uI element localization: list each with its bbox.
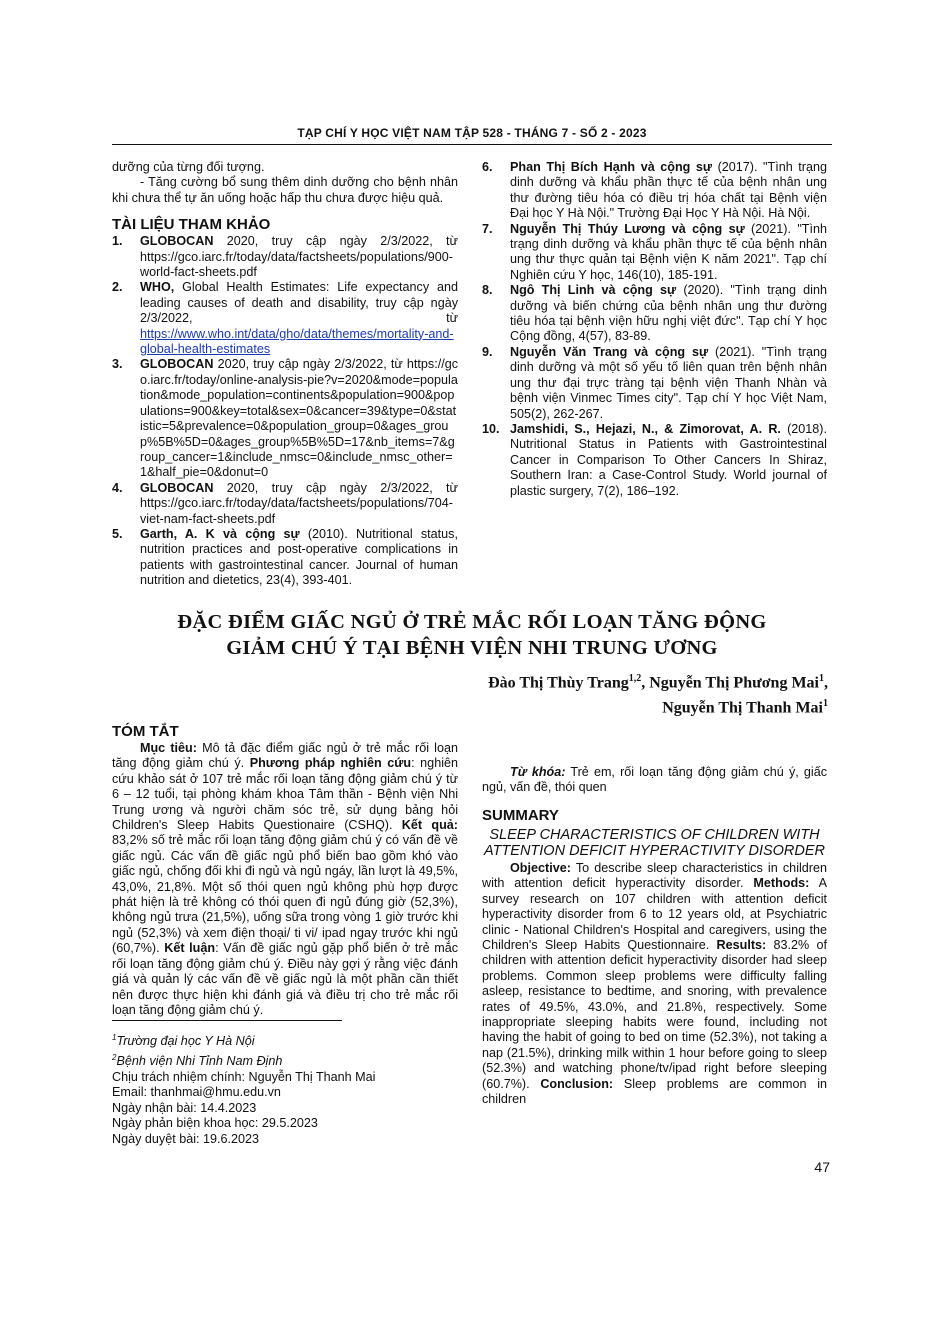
reference-text: 2020, truy cập ngày 2/3/2022, từ https://gco.iarc.fr/today/online-analysis-pie?v=2020&mode=population&mode_population=continents&population=900&populations=900&key=total&sex=0&cancer=39&type=0&statistic=5&prevalence=0&population_group=0&ages_group%5B%5D=0&ages_group%5B%5D=17&nb_items=7&group_cancer=1&include_nmsc=0&include_nmsc_other=1&half_pie=0&donut=0	[140, 357, 458, 480]
affiliation-number: 2	[112, 1052, 117, 1062]
objective-label: Objective:	[510, 861, 571, 875]
reference-list-right	[482, 160, 827, 499]
methods-label: Phương pháp nghiên cứu	[249, 756, 412, 771]
author-affiliation: 1	[823, 698, 828, 710]
reference-number: 8.	[482, 283, 493, 298]
reference-item	[482, 345, 827, 422]
reference-number: 6.	[482, 160, 493, 174]
author-line	[112, 693, 828, 718]
results-text: 83.2% of children with attention deficit hyperactivity disorder had sleep problems. Common sleep problems were difficulty falling asleep, resistance to bedtime, and snoring, with prevalence rates of 49.5%, 43.0%, and 21.8%, respectively. Some inappropriate sleeping habits were found, including not having the habit of going to bed on time (52.3%), not taking a nap (21.5%), drinking milk within 1 hour before going to sleep (52.3%) and watching phone/tv/ipad right before sleeping (60.7%).	[482, 938, 827, 1091]
affiliation-text: Bệnh viện Nhi Tỉnh Nam Định	[116, 1053, 283, 1068]
reference-text: (2020). "Tình trạng dinh dưỡng và biến chứng của bệnh nhân ung thư đường tiêu hóa tại bệnh viện hữu nghị việt đức". Tạp chí Y học Cộng đồng, 4(57), 83-89.	[510, 283, 827, 344]
methods-text: A survey research on 107 children with attention deficit hyperactivity disorder from 6 to 12 years old, at Psychiatric clinic - National Children's Hospital and caregivers, using the Children's Sleep Habits Questionnaire.	[482, 876, 827, 953]
reference-text: (2021). "Tình trạng dinh dưỡng và một số yếu tố liên quan trên bệnh nhân ung thư đại trực tràng tại bệnh viện Thanh Nhàn và bệnh viện Vinmec Times city". Tạp chí Y học Việt Nam, 505(2), 262-267.	[510, 344, 828, 421]
summary-body	[482, 861, 827, 1108]
summary-heading: SUMMARY	[482, 807, 559, 824]
reference-link[interactable]: https://www.who.int/data/gho/data/themes/mortality-and-global-health-estimates	[140, 326, 454, 357]
reference-author: WHO,	[140, 280, 175, 295]
methods-label: Methods:	[753, 876, 810, 891]
reference-item	[482, 160, 827, 222]
reference-number: 2.	[112, 280, 123, 295]
reference-text: 2020, truy cập ngày 2/3/2022, từ https://gco.iarc.fr/today/data/factsheets/populations/900-world-fact-sheets.pdf	[140, 234, 458, 280]
closing-paragraph: dưỡng của từng đối tượng.	[112, 160, 265, 174]
reference-text: (2021). "Tình trạng dinh dưỡng và khẩu phần thực tế của bệnh nhân ung thư thực quản tại Bệnh viện K năm 2021". Tạp chí Nghiên cứu Y học, 146(10), 185-191.	[510, 221, 827, 282]
conclusion-label: Kết luận	[164, 941, 216, 956]
keywords	[482, 765, 827, 796]
article-title-line: ĐẶC ĐIỂM GIẤC NGỦ Ở TRẺ MẮC RỐI LOẠN TĂNG ĐỘNG	[177, 611, 767, 633]
reviewed-date: Ngày phản biện khoa học: 29.5.2023	[112, 1116, 318, 1131]
corresponding-author: Chịu trách nhiệm chính: Nguyễn Thị Thanh Mai	[112, 1069, 376, 1084]
reference-item	[482, 283, 827, 345]
article-title-line: GIẢM CHÚ Ý TẠI BỆNH VIỆN NHI TRUNG ƯƠNG	[226, 637, 718, 659]
running-header: TẠP CHÍ Y HỌC VIỆT NAM TẬP 528 - THÁNG 7 - SỐ 2 - 2023	[297, 126, 647, 140]
affiliation-1	[112, 1030, 458, 1050]
reference-item	[112, 234, 458, 280]
reference-author: GLOBOCAN	[140, 480, 214, 495]
reference-author: Garth, A. K và cộng sự	[140, 526, 300, 541]
reference-number: 1.	[112, 234, 123, 249]
summary-title: SLEEP CHARACTERISTICS OF CHILDREN WITH ATTENTION DEFICIT HYPERACTIVITY DISORDER	[483, 827, 826, 859]
reference-number: 9.	[482, 344, 493, 359]
author-name: Nguyễn Thị Thanh Mai	[662, 699, 823, 717]
author-list	[112, 668, 828, 719]
author-affiliation: 1	[819, 673, 824, 684]
reference-author: Nguyễn Thị Thúy Lương và cộng sự	[510, 221, 745, 236]
header-rule	[112, 144, 832, 145]
conclusion-label: Conclusion:	[540, 1076, 614, 1091]
abstract-vi	[112, 722, 458, 1018]
results-label: Results:	[716, 938, 767, 953]
reference-author: Jamshidi, S., Hejazi, N., & Zimorovat, A. R.	[510, 421, 781, 436]
reference-item	[482, 422, 827, 499]
footnotes	[112, 1030, 458, 1148]
author-name: Đào Thị Thùy Trang	[488, 674, 629, 692]
objective-text: To describe sleep characteristics in children with attention deficit hyperactivity disorder.	[482, 861, 827, 891]
reference-text: 2020, truy cập ngày 2/3/2022, từ https://gco.iarc.fr/today/data/factsheets/populations/704-viet-nam-fact-sheets.pdf	[140, 480, 458, 526]
keywords-block	[482, 765, 827, 796]
methods-text: : nghiên cứu khảo sát ở 107 trẻ mắc rối loạn tăng động giảm chú ý từ 6 – 12 tuổi, tại phòng khám khoa Tâm thần - Bệnh viện Nhi Trung ương và người chăm sóc trẻ, sử dụng bảng hỏi Children's Sleep Habits Questionaire (CSHQ).	[112, 756, 458, 833]
objective-label: Mục tiêu:	[140, 741, 197, 755]
keywords-text: Trẻ em, rối loạn tăng động giảm chú ý, giấc ngủ, vấn đề, thói quen	[482, 765, 827, 795]
affiliation-number: 1	[112, 1033, 117, 1042]
reference-text: Global Health Estimates: Life expectancy and leading causes of death and disability, truy cập ngày 2/3/2022, từ	[140, 280, 458, 326]
reference-author: GLOBOCAN	[140, 234, 214, 249]
top-left-column	[112, 160, 458, 589]
recommendation-paragraph: - Tăng cường bổ sung thêm dinh dưỡng cho bệnh nhân khi chưa thể tự ăn uống hoặc hấp thu chưa được hiệu quả.	[112, 175, 458, 205]
footnote-rule	[112, 1020, 342, 1021]
conclusion-text: Sleep problems are common in children	[482, 1076, 827, 1107]
reference-item	[112, 357, 458, 480]
reference-text: (2017). "Tình trạng dinh dưỡng và khẩu phần thực tế của bệnh nhân ung thư đường tiêu hóa có điều trị hóa chất tại Bệnh viện Đại học Y Hà Nội." Trường Đại Học Y Hà Nội. Hà Nội.	[510, 160, 827, 221]
author-line: Đào Thị Thùy Trang$^{1,2}$, Nguyễn Thị Phương Mai$^1$,	[488, 673, 828, 692]
top-right-column	[482, 160, 827, 499]
reference-list-left	[112, 234, 458, 588]
author-name: Nguyễn Thị Phương Mai	[649, 674, 819, 692]
summary-en	[482, 806, 827, 1108]
abstract-heading: TÓM TẮT	[112, 723, 179, 740]
reference-author: Phan Thị Bích Hạnh và cộng sự	[510, 160, 713, 174]
reference-item	[482, 222, 827, 284]
reference-item	[112, 280, 458, 357]
results-text: 83,2% số trẻ mắc rối loạn tăng động giảm chú ý có vấn đề về giấc ngủ. Các vấn đề giấc ngủ phổ biến bao gồm khó vào giấc ngủ, chống đối khi đi ngủ và ngủ ngáy, lần lượt là 49,5%, 43,0%, 21,8%. Một số thói quen ngủ không phù hợp được phát hiện là trẻ không có thói quen đi ngủ đúng giờ (52,3%), không ngủ trưa (21,5%), uống sữa trong vòng 1 giờ trước khi ngủ (52,3%) và xem điện thoại/ ti vi/ ipad ngay trước khi ngủ (60,7%).	[112, 833, 458, 956]
reference-text: (2010). Nutritional status, nutrition practices and post-operative complications in patients with gastrointestinal cancer. Journal of human nutrition and dietetics, 23(4), 393-401.	[140, 526, 458, 588]
article-title	[112, 609, 832, 661]
received-date: Ngày nhận bài: 14.4.2023	[112, 1100, 257, 1115]
references-heading: TÀI LIỆU THAM KHẢO	[112, 216, 271, 234]
keywords-label: Từ khóa:	[510, 765, 566, 779]
affiliation-text: Trường đại học Y Hà Nội	[116, 1034, 255, 1049]
reference-number: 4.	[112, 480, 123, 495]
results-label: Kết quả:	[401, 818, 458, 833]
reference-author: Ngô Thị Linh và cộng sự	[510, 283, 677, 298]
reference-number: 5.	[112, 526, 123, 541]
reference-number: 7.	[482, 221, 493, 236]
email: Email: thanhmai@hmu.edu.vn	[112, 1085, 281, 1100]
reference-author: GLOBOCAN	[140, 357, 214, 372]
conclusion-text: : Vấn đề giấc ngủ gặp phổ biến ở trẻ mắc rối loạn tăng động giảm chú ý. Điều này gợi ý rằng việc đánh giá và quản lý các vấn đề về giấc ngủ là một phần cần thiết nên được thực hiện khi đánh giá và điều trị cho trẻ mắc rối loạn tăng động giảm chú ý.	[112, 941, 458, 1017]
reference-item	[112, 527, 458, 589]
abstract-body	[112, 741, 458, 1018]
reference-number: 10.	[482, 421, 500, 436]
reference-text: (2018). Nutritional Status in Patients with Gastrointestinal Cancer in Comparison To Other Cancers In Shiraz, Southern Iran: a Case-Control Study. World journal of plastic surgery, 7(2), 186–192.	[510, 421, 828, 498]
affiliation-2	[112, 1050, 458, 1070]
reference-author: Nguyễn Văn Trang và cộng sự	[510, 344, 709, 359]
page-number: 47	[814, 1159, 830, 1175]
reference-item	[112, 481, 458, 527]
objective-text: Mô tả đặc điểm giấc ngủ ở trẻ mắc rối loạn tăng động giảm chú ý.	[112, 741, 458, 771]
author-affiliation: 1,2	[628, 673, 642, 684]
reference-number: 3.	[112, 357, 123, 372]
accepted-date: Ngày duyệt bài: 19.6.2023	[112, 1131, 260, 1146]
